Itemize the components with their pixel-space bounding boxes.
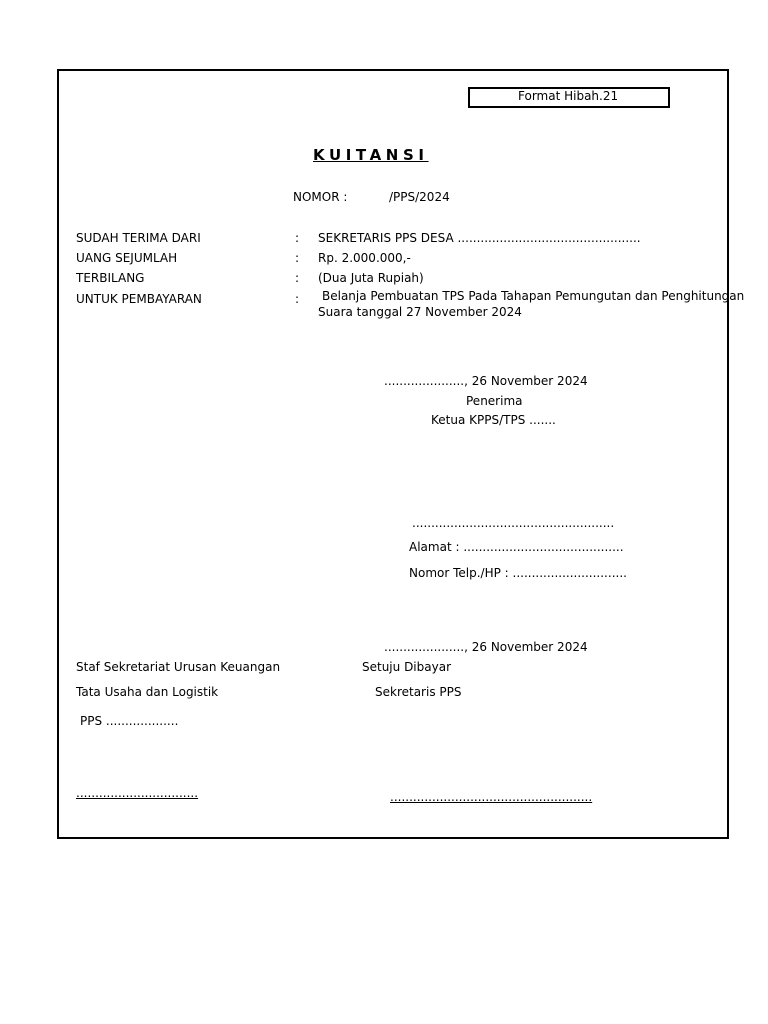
recipient-phone: Nomor Telp./HP : .............................. bbox=[409, 566, 627, 580]
finance-staff-title-line1: Staf Sekretariat Urusan Keuangan bbox=[76, 660, 281, 674]
field-value-in-words: (Dua Juta Rupiah) bbox=[318, 271, 424, 285]
nomor-label: NOMOR : bbox=[293, 190, 348, 204]
field-label-purpose: UNTUK PEMBAYARAN bbox=[76, 292, 202, 306]
field-label-in-words: TERBILANG bbox=[76, 271, 145, 285]
format-code: Format Hibah.21 bbox=[518, 89, 619, 103]
field-label-received-from: SUDAH TERIMA DARI bbox=[76, 231, 201, 245]
field-separator: : bbox=[295, 271, 300, 285]
receipt-title: KUITANSI bbox=[313, 146, 429, 164]
secretary-title: Sekretaris PPS bbox=[375, 685, 462, 699]
field-separator: : bbox=[295, 251, 300, 265]
field-separator: : bbox=[295, 231, 300, 245]
field-value-purpose-line1: Belanja Pembuatan TPS Pada Tahapan Pemungutan dan Penghitungan bbox=[322, 289, 745, 303]
finance-staff-signature-line: ................................ bbox=[76, 786, 199, 800]
field-value-purpose-line2: Suara tanggal 27 November 2024 bbox=[318, 305, 522, 319]
recipient-date: ....................., 26 November 2024 bbox=[384, 374, 588, 388]
approval-statement: Setuju Dibayar bbox=[362, 660, 451, 674]
field-separator: : bbox=[295, 292, 300, 306]
format-code-box bbox=[468, 87, 670, 108]
recipient-position: Ketua KPPS/TPS ....... bbox=[431, 413, 556, 427]
finance-staff-title-line2: Tata Usaha dan Logistik bbox=[76, 685, 219, 699]
field-value-received-from: SEKRETARIS PPS DESA ................................................ bbox=[318, 231, 641, 245]
recipient-role: Penerima bbox=[466, 394, 523, 408]
secretary-signature-line: ..................................................... bbox=[390, 790, 593, 804]
nomor-value: /PPS/2024 bbox=[389, 190, 450, 204]
field-label-amount: UANG SEJUMLAH bbox=[76, 251, 178, 265]
finance-staff-pps: PPS ................... bbox=[80, 714, 179, 728]
approval-date: ....................., 26 November 2024 bbox=[384, 640, 588, 654]
recipient-signature-line: ..................................................... bbox=[412, 516, 615, 530]
recipient-address: Alamat : .......................................... bbox=[409, 540, 624, 554]
field-value-amount: Rp. 2.000.000,- bbox=[318, 251, 411, 265]
